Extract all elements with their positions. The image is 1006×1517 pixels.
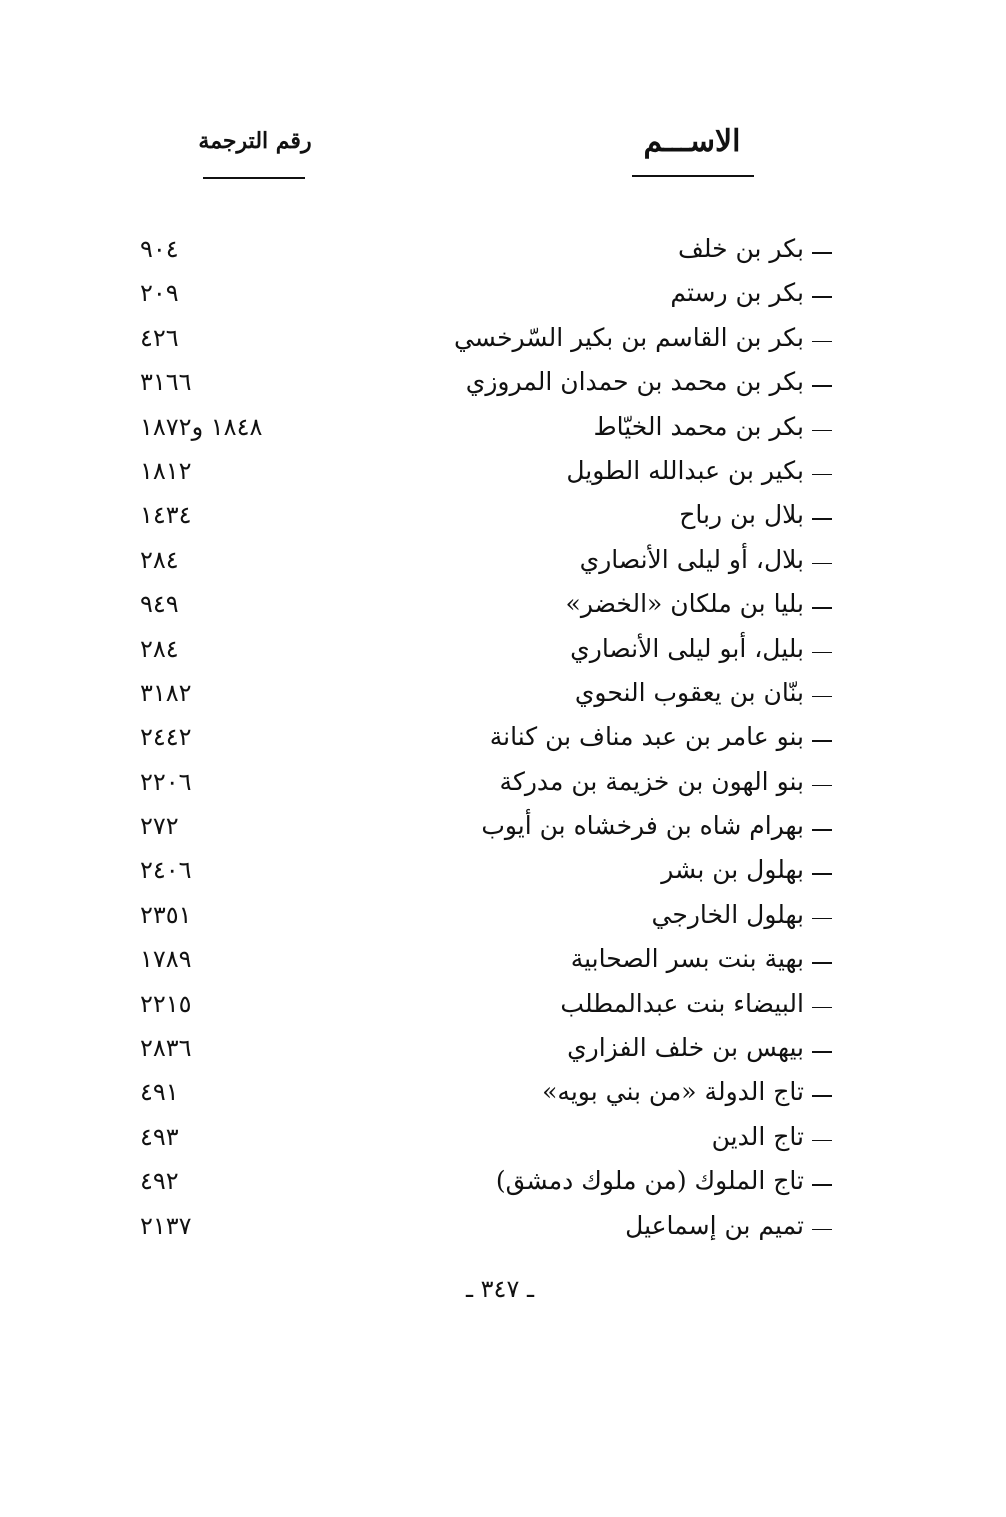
entry-dash xyxy=(812,1095,832,1097)
entry-dash xyxy=(812,962,832,964)
entry-dash xyxy=(812,1007,832,1009)
entry-name: تاج الملوك (من ملوك دمشق) xyxy=(495,1166,804,1196)
entry-dash xyxy=(812,873,832,875)
entry-number: ١٧٨٩ xyxy=(140,945,192,974)
entry-number: ١٨٤٨ و١٨٧٢ xyxy=(140,412,263,441)
number-column-header: رقم الترجمة xyxy=(198,128,312,154)
entry-number: ٢٤٤٢ xyxy=(140,723,192,752)
entry-name: بكر بن خلف xyxy=(677,234,804,263)
entry-name: بكر بن محمد الخيّاط xyxy=(593,411,804,441)
index-entry xyxy=(0,761,1006,805)
index-entry xyxy=(0,1071,1006,1115)
entry-dash xyxy=(812,696,832,698)
page-number: ـ ٣٤٧ ـ xyxy=(465,1275,534,1303)
entry-name: بلال بن رباح xyxy=(679,500,804,530)
entry-name: تاج الدولة «من بني بويه» xyxy=(542,1077,804,1107)
entry-name: بليا بن ملكان «الخضر» xyxy=(565,589,804,619)
entry-dash xyxy=(812,563,832,565)
index-entry xyxy=(0,716,1006,760)
entry-dash xyxy=(812,430,832,432)
entry-name: بهرام شاه بن فرخشاه بن أيوب xyxy=(481,811,804,841)
entry-number: ٢٢١٥ xyxy=(140,989,192,1018)
entry-name: بهلول بن بشر xyxy=(661,855,804,885)
entry-number: ٩٠٤ xyxy=(140,235,179,263)
index-entry xyxy=(0,1160,1006,1204)
entry-dash xyxy=(812,518,832,520)
index-entry xyxy=(0,672,1006,716)
index-entry xyxy=(0,894,1006,938)
index-entry xyxy=(0,1027,1006,1071)
entry-name: بهلول الخارجي xyxy=(651,899,804,929)
index-entry xyxy=(0,539,1006,583)
entry-number: ٢٣٥١ xyxy=(140,900,192,929)
entry-name: بنو الهون بن خزيمة بن مدركة xyxy=(499,766,804,796)
entry-name: بيهس بن خلف الفزاري xyxy=(567,1033,804,1063)
index-entry xyxy=(0,805,1006,849)
entry-name: بكر بن القاسم بن بكير السّرخسي xyxy=(453,322,804,352)
index-entry xyxy=(0,628,1006,672)
entry-name: بنّان بن يعقوب النحوي xyxy=(574,677,804,707)
name-header-underline xyxy=(632,175,754,177)
entry-number: ٢١٣٧ xyxy=(140,1211,192,1240)
entry-dash xyxy=(812,829,832,831)
entry-dash xyxy=(812,918,832,920)
entry-dash xyxy=(812,385,832,387)
entry-name: تاج الدين xyxy=(711,1121,804,1151)
index-entry xyxy=(0,583,1006,627)
entry-number: ٢٨٣٦ xyxy=(140,1034,192,1063)
index-entry xyxy=(0,361,1006,405)
entry-name: بكر بن محمد بن حمدان المروزي xyxy=(465,367,804,397)
entry-number: ٤٩٢ xyxy=(140,1167,179,1196)
entry-number: ٤٢٦ xyxy=(140,323,179,352)
index-entry xyxy=(0,983,1006,1027)
entry-number: ٤٩٣ xyxy=(140,1122,179,1151)
entry-dash xyxy=(812,785,832,787)
entry-dash xyxy=(812,296,832,298)
entry-dash xyxy=(812,652,832,654)
entry-name: بكر بن رستم xyxy=(670,278,804,308)
entry-name: بنو عامر بن عبد مناف بن كنانة xyxy=(489,722,804,752)
entry-dash xyxy=(812,740,832,742)
entry-dash xyxy=(812,1140,832,1142)
entry-number: ٤٩١ xyxy=(140,1078,179,1107)
entry-number: ٢٨٤ xyxy=(140,634,179,663)
index-entry xyxy=(0,406,1006,450)
entry-dash xyxy=(812,1229,832,1231)
entry-name: بلال، أو ليلى الأنصاري xyxy=(579,544,804,574)
index-entry xyxy=(0,494,1006,538)
entry-name: البيضاء بنت عبدالمطلب xyxy=(560,988,804,1018)
entry-number: ٢٠٩ xyxy=(140,279,179,308)
entry-number: ٣١٨٢ xyxy=(140,678,192,707)
entry-name: بليل، أبو ليلى الأنصاري xyxy=(570,633,804,663)
entry-dash xyxy=(812,1051,832,1053)
entry-name: بكير بن عبدالله الطويل xyxy=(566,455,804,485)
entry-dash xyxy=(812,474,832,476)
index-entry xyxy=(0,849,1006,893)
index-entry xyxy=(0,317,1006,361)
index-entry xyxy=(0,228,1006,272)
entry-number: ٢٧٢ xyxy=(140,812,179,841)
index-entries xyxy=(0,228,1006,1249)
index-entry xyxy=(0,1116,1006,1160)
entry-name: تميم بن إسماعيل xyxy=(625,1210,804,1240)
index-entry xyxy=(0,272,1006,316)
entry-number: ١٨١٢ xyxy=(140,456,192,485)
entry-number: ٢٢٠٦ xyxy=(140,767,192,796)
entry-dash xyxy=(812,341,832,343)
entry-dash xyxy=(812,1184,832,1186)
entry-number: ١٤٣٤ xyxy=(140,501,192,530)
entry-number: ٢٤٠٦ xyxy=(140,856,192,885)
entry-number: ٣١٦٦ xyxy=(140,368,192,397)
entry-dash xyxy=(812,607,832,609)
entry-name: بهية بنت بسر الصحابية xyxy=(570,944,804,974)
entry-number: ٢٨٤ xyxy=(140,545,179,574)
entry-number: ٩٤٩ xyxy=(140,590,179,619)
name-column-header: الاســـم xyxy=(643,124,741,159)
index-entry xyxy=(0,450,1006,494)
index-entry xyxy=(0,938,1006,982)
entry-dash xyxy=(812,252,832,254)
number-header-underline xyxy=(203,177,305,179)
index-entry xyxy=(0,1205,1006,1249)
